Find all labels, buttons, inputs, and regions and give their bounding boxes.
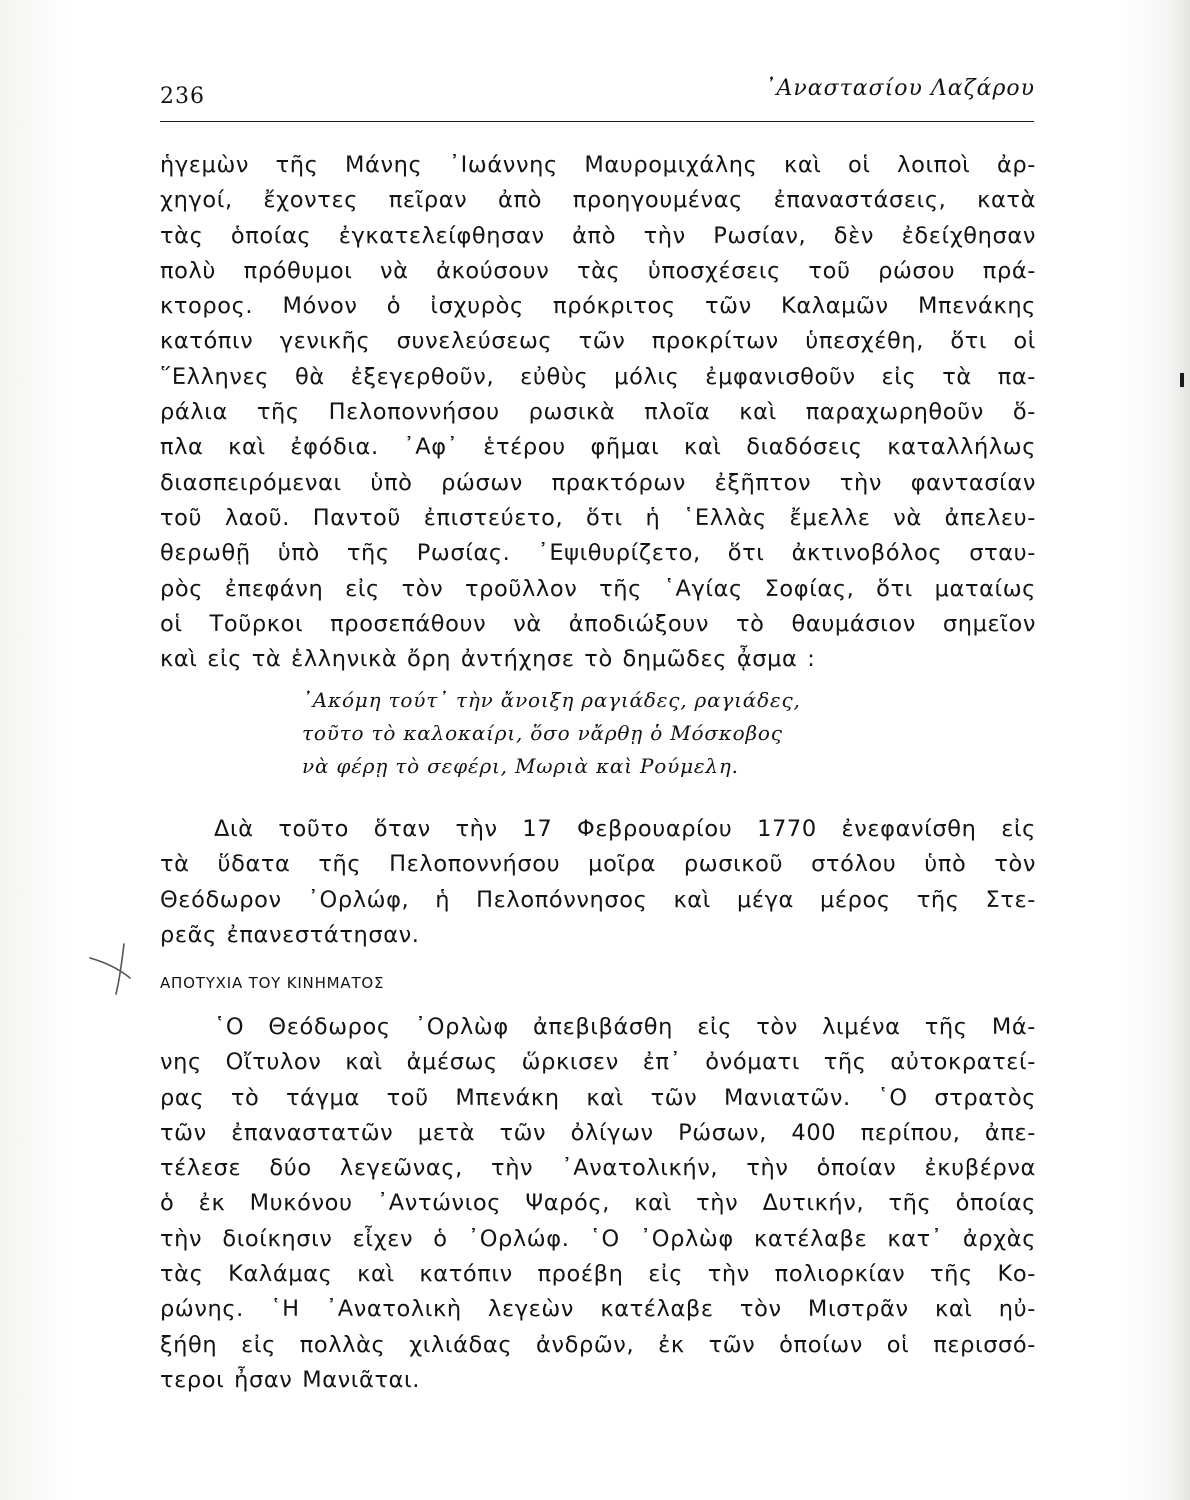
text-line: διασπειρόμεναι ὑπὸ ρώσων πρακτόρων ἐξῆπτον τὴν φαντασίαν bbox=[160, 469, 1036, 496]
text-line: ῾Ο Θεόδωρος ᾿Ορλὼφ ἀπεβιβάσθη εἰς τὸν λιμένα τῆς Μά- bbox=[214, 1014, 1036, 1040]
text-line: καὶ εἰς τὰ ἑλληνικὰ ὄρη ἀντήχησε τὸ δημῶδες ᾆσμα : bbox=[160, 646, 816, 673]
text-line: Θεόδωρον ᾿Ορλώφ, ἡ Πελοπόννησος καὶ μέγα μέρος τῆς Στε- bbox=[160, 886, 1036, 913]
pencil-margin-mark bbox=[86, 938, 146, 998]
margin-mark bbox=[1180, 373, 1184, 387]
paragraph-1 bbox=[160, 148, 1036, 677]
text-line: ρώνης. ῾Η ᾿Ανατολικὴ λεγεὼν κατέλαβε τὸν Μιστρᾶν καὶ ηὐ- bbox=[160, 1296, 1036, 1323]
section-heading: ΑΠΟΤΥΧΙΑ ΤΟΥ ΚΙΝΗΜΑΤΟΣ bbox=[160, 974, 385, 992]
text-line: ῞Ελληνες θὰ ἐξεγερθοῦν, εὐθὺς μόλις ἐμφανισθοῦν εἰς τὰ πα- bbox=[160, 363, 1036, 390]
text-line: κατόπιν γενικῆς συνελεύσεως τῶν προκρίτων ὑπεσχέθη, ὅτι οἱ bbox=[160, 328, 1036, 355]
text-line: Διὰ τοῦτο ὅταν τὴν 17 Φεβρουαρίου 1770 ἐνεφανίσθη εἰς bbox=[214, 816, 1036, 842]
text-line: θερωθῇ ὑπὸ τῆς Ρωσίας. ᾿Εψιθυρίζετο, ὅτι ἀκτινοβόλος σταυ- bbox=[160, 540, 1036, 567]
text-line: τέλεσε δύο λεγεῶνας, τὴν ᾿Ανατολικήν, τὴν ὁποίαν ἐκυβέρνα bbox=[160, 1155, 1036, 1182]
page-edge-shadow bbox=[1168, 0, 1190, 1500]
text-line: οἱ Τοῦρκοι προσεπάθουν νὰ ἀποδιώξουν τὸ θαυμάσιον σημεῖον bbox=[160, 610, 1036, 637]
text-line: ρεᾶς ἐπανεστάτησαν. bbox=[160, 921, 420, 948]
text-line: ράλια τῆς Πελοποννήσου ρωσικὰ πλοῖα καὶ παραχωρηθοῦν ὅ- bbox=[160, 399, 1036, 426]
text-line: κτορος. Μόνον ὁ ἰσχυρὸς πρόκριτος τῶν Καλαμῶν Μπενάκης bbox=[160, 293, 1036, 320]
text-line: τῶν ἐπαναστατῶν μετὰ τῶν ὀλίγων Ρώσων, 400 περίπου, ἀπε- bbox=[160, 1119, 1036, 1146]
text-line: πολὺ πρόθυμοι νὰ ἀκούσουν τὰς ὑποσχέσεις τοῦ ρώσου πρά- bbox=[160, 257, 1036, 284]
text-line: χηγοί, ἔχοντες πεῖραν ἀπὸ προηγουμένας ἐπαναστάσεις, κατὰ bbox=[160, 187, 1036, 214]
text-line: ὁ ἐκ Μυκόνου ᾿Αντώνιος Ψαρός, καὶ τὴν Δυτικήν, τῆς ὁποίας bbox=[160, 1190, 1036, 1217]
text-line: τὴν διοίκησιν εἶχεν ὁ ᾿Ορλώφ. ῾Ο ᾿Ορλὼφ κατέλαβε κατ᾿ ἀρχὰς bbox=[160, 1225, 1036, 1252]
verse-line: νὰ φέρῃ τὸ σεφέρι, Μωριὰ καὶ Ρούμελη. bbox=[302, 754, 739, 778]
running-head-author: ᾿Αναστασίου Λαζάρου bbox=[764, 76, 1035, 101]
text-line: τεροι ἦσαν Μανιᾶται. bbox=[160, 1366, 420, 1393]
paragraph-3 bbox=[160, 1010, 1036, 1398]
text-line: ξήθη εἰς πολλὰς χιλιάδας ἀνδρῶν, ἐκ τῶν ὁποίων οἱ περισσό- bbox=[160, 1331, 1036, 1358]
text-line: πλα καὶ ἐφόδια. ᾿Αφ᾿ ἑτέρου φῆμαι καὶ διαδόσεις καταλλήλως bbox=[160, 434, 1036, 461]
text-line: ἡγεμὼν τῆς Μάνης ᾿Ιωάννης Μαυρομιχάλης καὶ οἱ λοιποὶ ἀρ- bbox=[160, 152, 1036, 178]
text-line: ρας τὸ τάγμα τοῦ Μπενάκη καὶ τῶν Μανιατῶν. ῾Ο στρατὸς bbox=[160, 1084, 1036, 1111]
text-line: ρὸς ἐπεφάνη εἰς τὸν τροῦλλον τῆς ῾Αγίας Σοφίας, ὅτι ματαίως bbox=[160, 575, 1036, 602]
page-number: 236 bbox=[160, 84, 205, 109]
header-rule bbox=[160, 121, 1034, 122]
text-line: τοῦ λαοῦ. Παντοῦ ἐπιστεύετο, ὅτι ἡ ῾Ελλὰς ἔμελλε νὰ ἀπελευ- bbox=[160, 504, 1036, 531]
text-line: νης Οἴτυλον καὶ ἀμέσως ὥρκισεν ἐπ᾿ ὀνόματι τῆς αὐτοκρατεί- bbox=[160, 1049, 1036, 1076]
verse-line: ᾿Ακόμη τούτ᾿ τὴν ἄνοιξη ραγιάδες, ραγιάδες, bbox=[302, 688, 801, 712]
text-line: τὰ ὕδατα τῆς Πελοποννήσου μοῖρα ρωσικοῦ στόλου ὑπὸ τὸν bbox=[160, 851, 1036, 878]
verse-line: τοῦτο τὸ καλοκαίρι, ὅσο νἄρθῃ ὁ Μόσκοβος bbox=[302, 721, 783, 745]
folk-song-verse bbox=[302, 684, 801, 783]
text-line: τὰς Καλάμας καὶ κατόπιν προέβη εἰς τὴν πολιορκίαν τῆς Κο- bbox=[160, 1261, 1036, 1288]
paragraph-2 bbox=[160, 812, 1036, 953]
text-line: τὰς ὁποίας ἐγκατελείφθησαν ἀπὸ τὴν Ρωσίαν, δὲν ἐδείχθησαν bbox=[160, 222, 1036, 249]
